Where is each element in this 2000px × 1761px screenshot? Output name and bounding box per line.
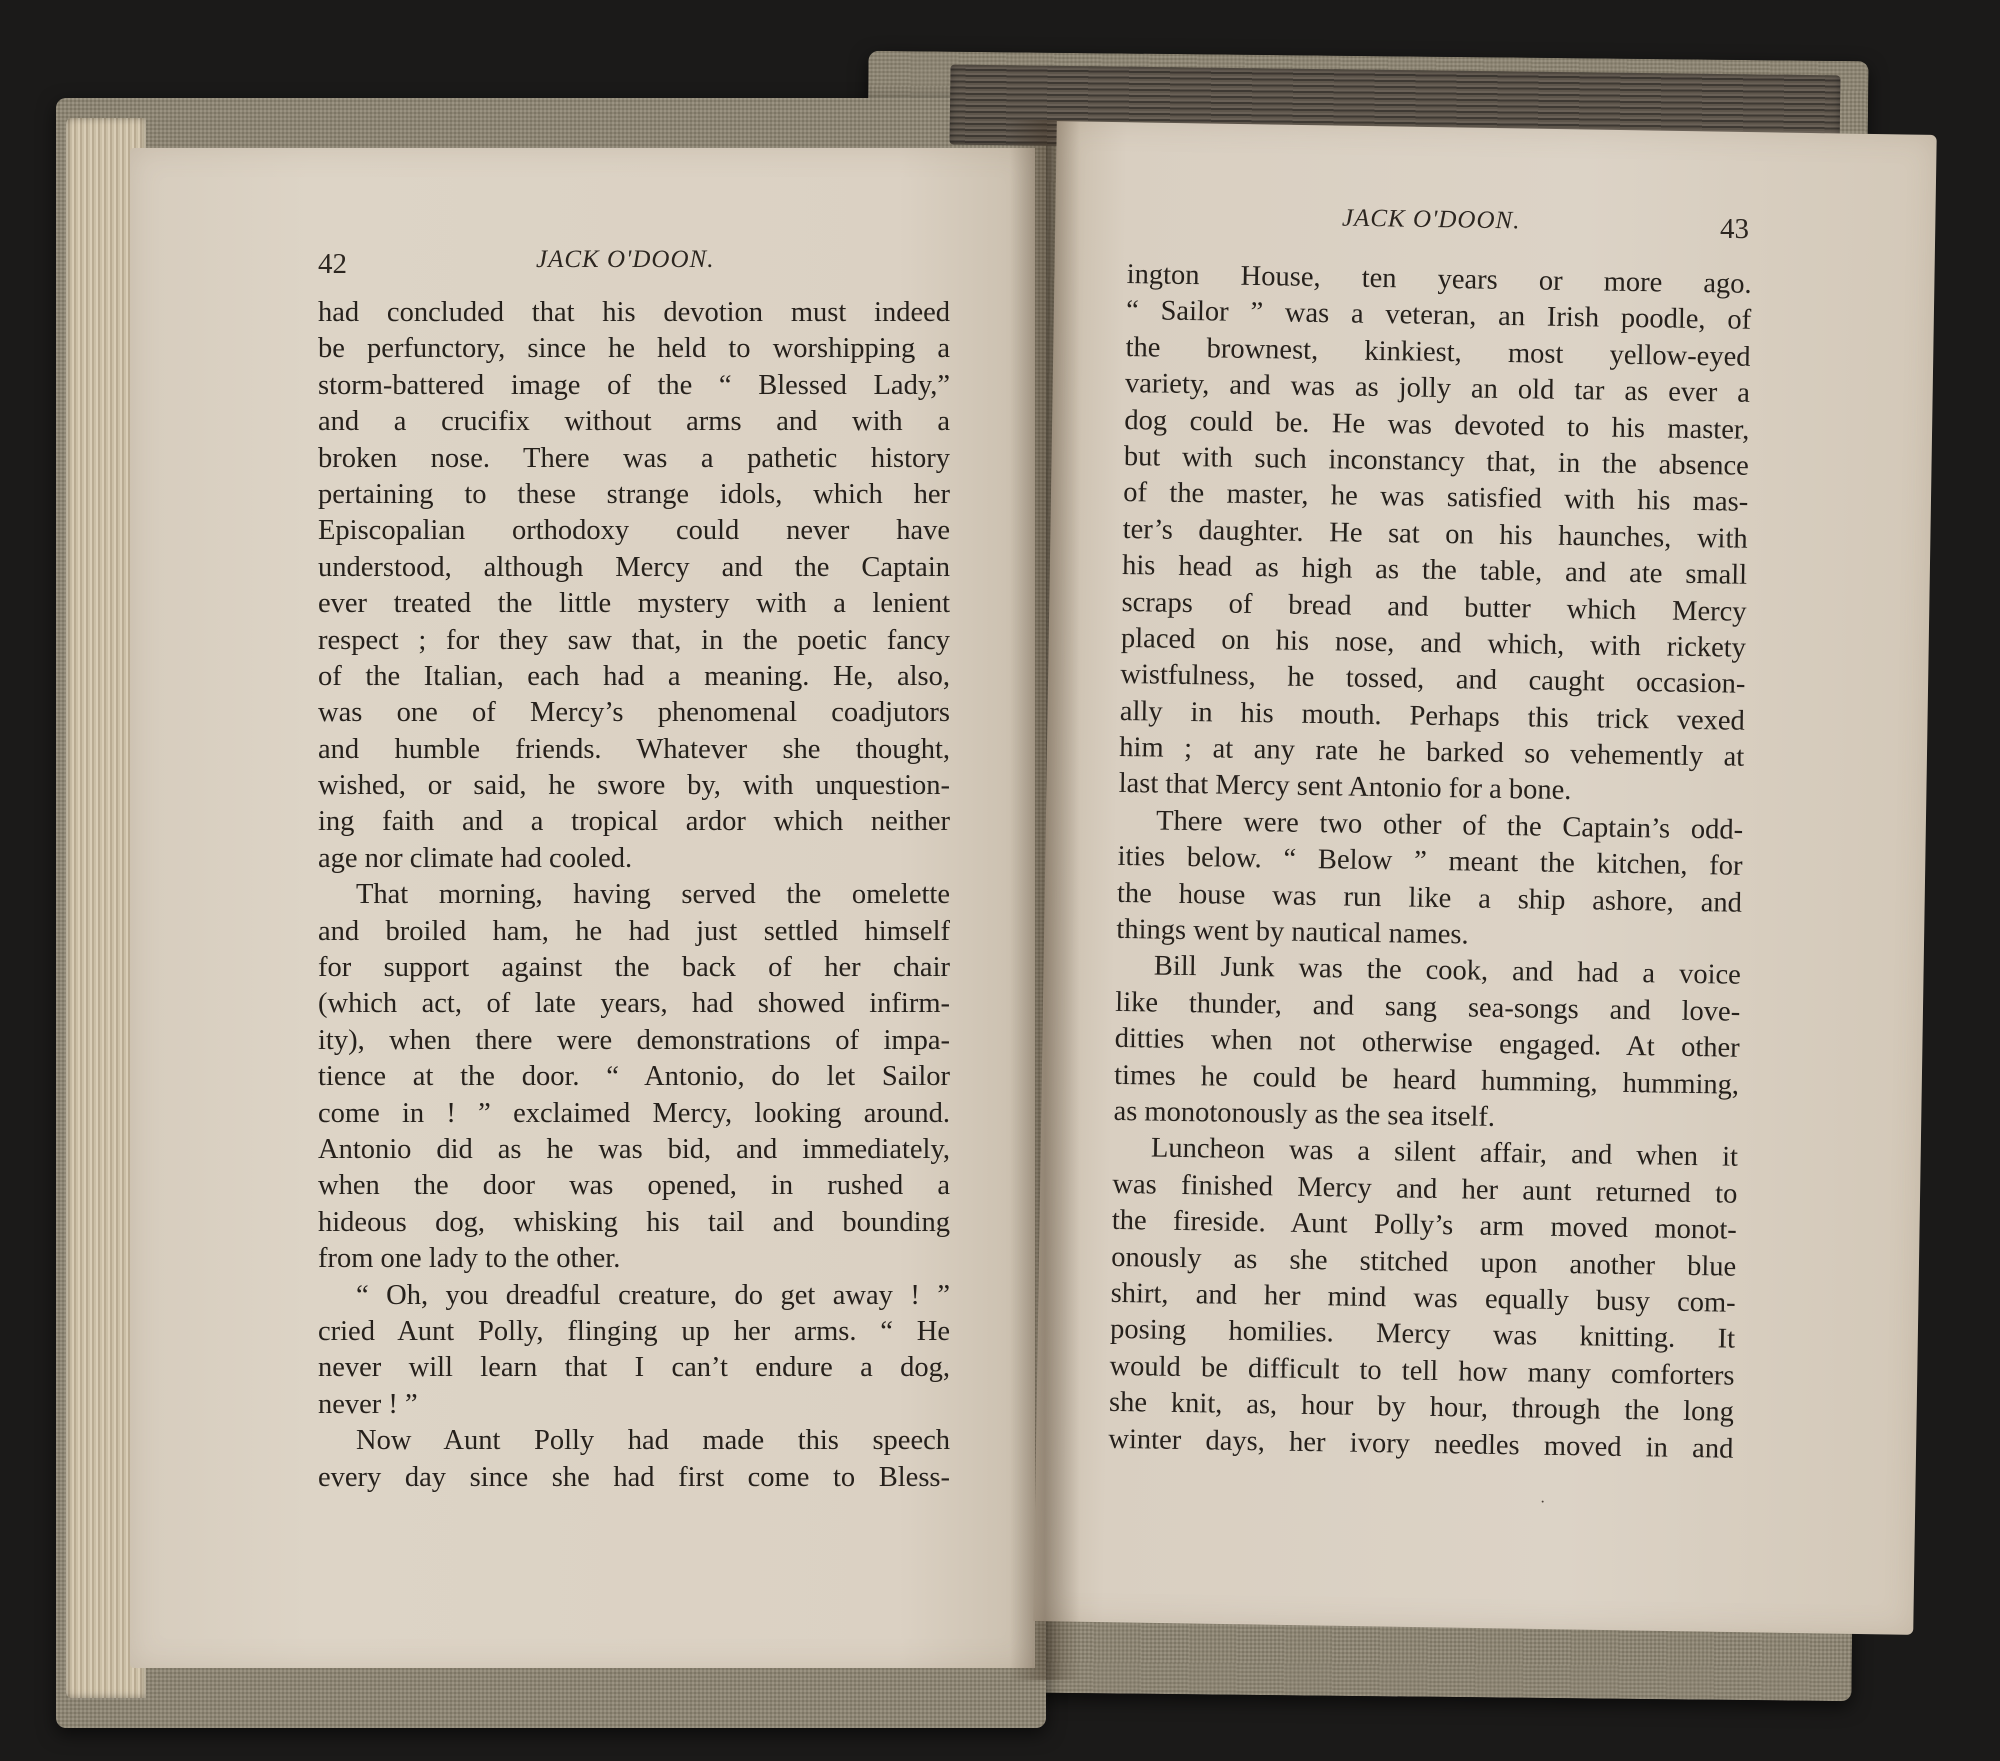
- text-line: understood, although Mercy and the Captain: [318, 551, 950, 583]
- text-line: ing faith and a tropical ardor which neither: [318, 806, 950, 838]
- text-line: had concluded that his devotion must indeed: [318, 297, 950, 328]
- text-line: wished, or said, he swore by, with unquestion-: [318, 770, 950, 802]
- text-line: his head as high as the table, and ate small: [1121, 550, 1748, 591]
- text-line: the house was run like a ship ashore, and: [1116, 877, 1743, 919]
- text-line: winter days, her ivory needles moved in and: [1108, 1423, 1734, 1465]
- text-line: storm-battered image of the “ Blessed Lady,”: [318, 369, 950, 401]
- text-line: Antonio did as he was bid, and immediately,: [318, 1133, 950, 1165]
- text-line: placed on his nose, and which, with rickety: [1120, 622, 1747, 664]
- text-line: ever treated the little mystery with a lenient: [318, 588, 950, 620]
- text-line: scraps of bread and butter which Mercy: [1121, 586, 1747, 628]
- text-line: dog could be. He was devoted to his master,: [1124, 404, 1750, 446]
- text-line: and a crucifix without arms and with a: [318, 406, 950, 438]
- text-line: of the master, he was satisfied with his mas-: [1123, 477, 1749, 519]
- text-line: was one of Mercy’s phenomenal coadjutors: [318, 697, 950, 729]
- left-page-text: [318, 295, 950, 1496]
- text-line: she knit, as, hour by hour, through the long: [1108, 1386, 1735, 1428]
- text-line: hideous dog, whisking his tail and bounding: [318, 1206, 950, 1238]
- text-line: wistfulness, he tossed, and caught occasion-: [1120, 659, 1746, 701]
- text-line: like thunder, and sang sea-songs and love-: [1115, 986, 1741, 1028]
- text-line: be perfunctory, since he held to worshipping a: [318, 333, 950, 365]
- text-line: the brownest, kinkiest, most yellow-eyed: [1125, 331, 1751, 373]
- text-line: ities below. “ Below ” meant the kitchen, for: [1117, 841, 1743, 882]
- text-line: ter’s daughter. He sat on his haunches, with: [1122, 513, 1748, 555]
- text-line: come in ! ” exclaimed Mercy, looking around.: [318, 1097, 950, 1129]
- text-line: and broiled ham, he had just settled himself: [318, 915, 950, 947]
- text-line: pertaining to these strange idols, which her: [318, 478, 950, 510]
- text-line: Luncheon was a silent affair, and when it: [1150, 1132, 1739, 1174]
- text-line: ditties when not otherwise engaged. At other: [1114, 1023, 1740, 1064]
- text-line: the fireside. Aunt Polly’s arm moved monot-: [1111, 1205, 1738, 1246]
- book-gutter: [1010, 120, 1080, 1680]
- text-line: would be difficult to tell how many comforters: [1109, 1350, 1735, 1392]
- text-line: last that Mercy sent Antonio for a bone.: [1118, 768, 1572, 807]
- text-line: as monotonously as the sea itself.: [1113, 1095, 1496, 1133]
- text-line: but with such inconstancy that, in the absence: [1123, 440, 1750, 482]
- stray-ink-mark: ·: [1540, 1494, 1546, 1511]
- text-line: cried Aunt Polly, flinging up her arms. “ He: [318, 1315, 950, 1347]
- text-line: was finished Mercy and her aunt returned to: [1112, 1168, 1738, 1210]
- text-line: tience at the door. “ Antonio, do let Sailor: [318, 1061, 950, 1093]
- text-line: times he could be heard humming, humming,: [1113, 1059, 1740, 1101]
- text-line: Episcopalian orthodoxy could never have: [318, 515, 950, 547]
- text-line: things went by nautical names.: [1116, 913, 1469, 951]
- text-line: Now Aunt Polly had made this speech: [356, 1425, 950, 1457]
- text-line: ally in his mouth. Perhaps this trick vexed: [1119, 695, 1746, 737]
- text-line: ity), when there were demonstrations of impa-: [318, 1024, 950, 1056]
- text-line: variety, and was as jolly an old tar as ever a: [1124, 368, 1751, 409]
- text-line: “ Oh, you dreadful creature, do get away ! ”: [356, 1279, 950, 1311]
- text-line: (which act, of late years, had showed infirm-: [318, 988, 950, 1020]
- text-line: of the Italian, each had a meaning. He, also,: [318, 660, 950, 692]
- text-line: for support against the back of her chair: [318, 952, 950, 984]
- right-page-text: [1108, 257, 1752, 1468]
- text-line: ington House, ten years or more ago.: [1126, 258, 1752, 300]
- text-line: Bill Junk was the cook, and had a voice: [1153, 950, 1742, 992]
- right-running-title: JACK O'DOON.: [1341, 204, 1521, 235]
- text-line: every day since she had first come to Bless-: [318, 1461, 950, 1493]
- text-line: There were two other of the Captain’s odd-: [1155, 805, 1744, 846]
- text-line: and humble friends. Whatever she thought,: [318, 733, 950, 765]
- left-running-title: JACK O'DOON.: [536, 246, 715, 273]
- text-line: him ; at any rate he barked so vehemently at: [1119, 732, 1745, 773]
- text-line: never ! ”: [318, 1388, 418, 1420]
- text-line: age nor climate had cooled.: [318, 842, 633, 874]
- text-line: broken nose. There was a pathetic history: [318, 442, 950, 474]
- text-line: “ Sailor ” was a veteran, an Irish poodle, of: [1125, 295, 1752, 337]
- text-line: from one lady to the other.: [318, 1243, 621, 1275]
- text-line: posing homilies. Mercy was knitting. It: [1109, 1314, 1736, 1356]
- left-page-number: 42: [318, 248, 347, 280]
- text-line: That morning, having served the omelette: [356, 879, 950, 911]
- text-line: onously as she stitched upon another blue: [1111, 1241, 1737, 1283]
- text-line: respect ; for they saw that, in the poetic fancy: [318, 624, 950, 656]
- text-line: shirt, and her mind was equally busy com-: [1110, 1277, 1736, 1319]
- text-line: never will learn that I can’t endure a dog,: [318, 1352, 950, 1384]
- right-page-number: 43: [1720, 213, 1749, 245]
- text-line: when the door was opened, in rushed a: [318, 1170, 950, 1202]
